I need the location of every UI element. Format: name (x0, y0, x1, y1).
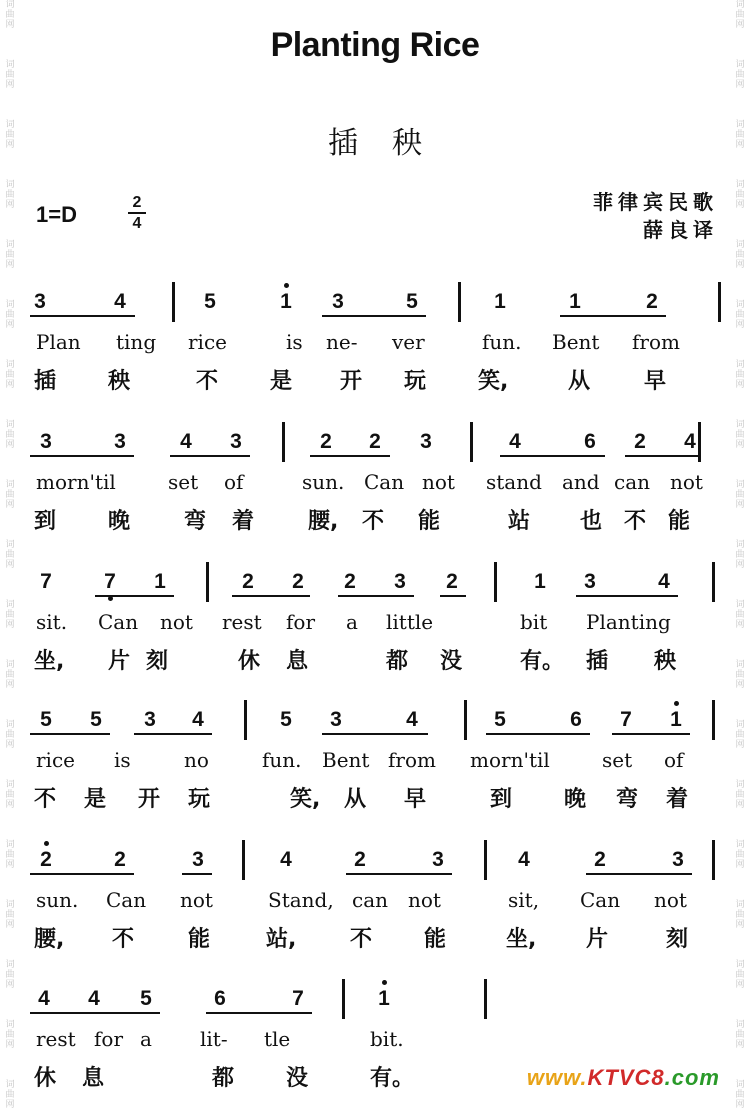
note: 2 (634, 430, 646, 453)
english-lyric: stand (486, 470, 542, 494)
chinese-lyric: 站, (266, 927, 297, 952)
high-octave-dot (382, 980, 387, 985)
english-lyric: little (386, 610, 434, 634)
underline-beam (440, 595, 466, 597)
note: 2 (446, 570, 458, 593)
english-lyric: rest (222, 610, 262, 634)
time-denominator: 4 (132, 215, 142, 232)
bar-line (712, 840, 715, 880)
english-lyric: Planting (586, 610, 671, 634)
chinese-lyric: 开 (340, 369, 363, 394)
origin-credit: 菲律宾民歌 (593, 190, 718, 214)
note: 3 (584, 570, 596, 593)
bar-line (712, 700, 715, 740)
english-lyric: set (602, 748, 633, 772)
english-lyric: sit, (508, 888, 540, 912)
english-lyric: rice (188, 330, 227, 354)
english-lyric: Bent (552, 330, 600, 354)
chinese-lyric: 有。 (370, 1066, 415, 1091)
note: 3 (230, 430, 242, 453)
english-lyric: of (224, 470, 244, 494)
chinese-lyric: 着 (666, 787, 689, 812)
english-lyric: is (114, 748, 131, 772)
english-lyric: Bent (322, 748, 370, 772)
bar-line (712, 562, 715, 602)
underline-beam (500, 455, 605, 457)
english-lyric: rest (36, 1027, 76, 1051)
chinese-lyric: 着 (232, 509, 255, 534)
note: 6 (584, 430, 596, 453)
english-lyric: Can (106, 888, 147, 912)
underline-beam (612, 733, 690, 735)
chinese-lyric: 是 (84, 787, 107, 812)
bar-line (244, 700, 247, 740)
underline-beam (170, 455, 250, 457)
bar-line (458, 282, 461, 322)
chinese-lyric: 片 (586, 927, 609, 952)
underline-beam (586, 873, 692, 875)
chinese-lyric: 是 (270, 369, 293, 394)
chinese-lyric: 也 (580, 509, 603, 534)
english-lyric: sun. (302, 470, 345, 494)
english-lyric: not (654, 888, 687, 912)
note: 3 (114, 430, 126, 453)
note: 7 (292, 987, 304, 1010)
watermark-left: 词 曲 网 词 曲 网 词 曲 网 词 曲 网 词 曲 网 词 曲 网 词 曲 网 词 曲 网 词 曲 网 词 曲 网 词 曲 网 词 曲 网 词 曲 网 词 曲 网 词 曲 网 词 曲 网 词 曲 网 词 曲 网 词 曲 网 (5, 0, 15, 1110)
chinese-lyric: 玩 (404, 369, 427, 394)
note: 5 (40, 708, 52, 731)
note: 2 (292, 570, 304, 593)
note: 2 (114, 848, 126, 871)
underline-beam (232, 595, 310, 597)
underline-beam (322, 733, 428, 735)
note: 3 (40, 430, 52, 453)
bar-line (718, 282, 721, 322)
logo-part-2: KTVC8 (587, 1065, 665, 1090)
chinese-lyric: 片 (108, 649, 131, 674)
score-system (0, 570, 750, 690)
chinese-lyric: 晚 (108, 509, 131, 534)
english-lyric: Can (364, 470, 405, 494)
english-lyric: rice (36, 748, 75, 772)
english-lyric: can (352, 888, 389, 912)
note: 1 (271, 290, 301, 314)
note: 2 (594, 848, 606, 871)
key-signature: 1=D (36, 202, 77, 227)
chinese-lyric: 不 (624, 509, 647, 534)
english-lyric: and (562, 470, 600, 494)
chinese-lyric: 休 (238, 649, 261, 674)
chinese-lyric: 不 (362, 509, 385, 534)
chinese-lyric: 能 (668, 509, 691, 534)
english-lyric: a (346, 610, 358, 634)
watermark-right: 词 曲 网 词 曲 网 词 曲 网 词 曲 网 词 曲 网 词 曲 网 词 曲 网 词 曲 网 词 曲 网 词 曲 网 词 曲 网 词 曲 网 词 曲 网 词 曲 网 词 曲 网 词 曲 网 词 曲 网 词 曲 网 词 曲 网 (735, 0, 745, 1110)
english-lyric: bit. (370, 1027, 404, 1051)
note: 5 (90, 708, 102, 731)
english-lyric: not (670, 470, 703, 494)
chinese-lyric: 插 (586, 649, 609, 674)
chinese-lyric: 早 (644, 369, 667, 394)
chinese-lyric: 坐, (34, 649, 65, 674)
english-lyric: morn'til (36, 470, 116, 494)
chinese-lyric: 晚 (564, 787, 587, 812)
chinese-lyric: 不 (34, 787, 57, 812)
underline-beam (30, 1012, 160, 1014)
bar-line (206, 562, 209, 602)
english-lyric: from (388, 748, 436, 772)
english-lyric: ne- (326, 330, 358, 354)
chinese-lyric: 笑, (290, 787, 321, 812)
note: 7 (40, 570, 52, 593)
chinese-lyric: 弯 (184, 509, 207, 534)
note: 4 (180, 430, 192, 453)
underline-beam (576, 595, 678, 597)
note: 2 (354, 848, 366, 871)
english-lyric: no (184, 748, 209, 772)
chinese-lyric: 没 (440, 649, 463, 674)
bar-line (464, 700, 467, 740)
underline-beam (30, 455, 134, 457)
note: 5 (280, 708, 292, 731)
song-title: Planting Rice (270, 26, 480, 64)
chinese-lyric: 休 (34, 1066, 57, 1091)
english-lyric: not (408, 888, 441, 912)
underline-beam (322, 315, 426, 317)
english-lyric: sit. (36, 610, 68, 634)
underline-beam (30, 315, 135, 317)
note: 3 (332, 290, 344, 313)
note: 4 (518, 848, 530, 871)
note: 2 (344, 570, 356, 593)
english-lyric: Can (98, 610, 139, 634)
english-lyric: not (160, 610, 193, 634)
note: 2 (369, 430, 381, 453)
note: 1 (154, 570, 166, 593)
chinese-lyric: 到 (34, 509, 57, 534)
underline-beam (182, 873, 212, 875)
note: 4 (38, 987, 50, 1010)
logo-part-3: .com (664, 1065, 720, 1090)
note: 4 (406, 708, 418, 731)
english-lyric: for (286, 610, 316, 634)
score-system (0, 430, 750, 550)
chinese-lyric: 弯 (616, 787, 639, 812)
note: 7 (95, 570, 125, 594)
english-lyric: set (168, 470, 199, 494)
chinese-lyric: 玩 (188, 787, 211, 812)
chinese-lyric: 都 (212, 1066, 235, 1091)
chinese-lyric: 刻 (146, 649, 169, 674)
english-lyric: morn'til (470, 748, 550, 772)
bar-line (494, 562, 497, 602)
english-lyric: bit (520, 610, 548, 634)
chinese-lyric: 腰, (308, 509, 339, 534)
time-signature (128, 194, 146, 232)
underline-beam (310, 455, 390, 457)
note: 3 (394, 570, 406, 593)
bar-line (484, 840, 487, 880)
time-fraction-bar (128, 212, 146, 214)
note: 4 (658, 570, 670, 593)
chinese-lyric: 秧 (654, 649, 677, 674)
note: 3 (34, 290, 46, 313)
underline-beam (560, 315, 666, 317)
chinese-lyric: 能 (424, 927, 447, 952)
song-subtitle: 插秧 (328, 126, 456, 161)
note: 2 (646, 290, 658, 313)
english-lyric: fun. (482, 330, 522, 354)
english-lyric: Plan (36, 330, 81, 354)
score-system (0, 290, 750, 410)
underline-beam (134, 733, 212, 735)
chinese-lyric: 不 (196, 369, 219, 394)
note: 2 (320, 430, 332, 453)
note: 1 (369, 987, 399, 1011)
chinese-lyric: 笑, (478, 369, 509, 394)
bar-line (484, 979, 487, 1019)
note: 5 (406, 290, 418, 313)
english-lyric: not (180, 888, 213, 912)
underline-beam (625, 455, 700, 457)
note: 7 (620, 708, 632, 731)
note: 4 (114, 290, 126, 313)
note: 4 (192, 708, 204, 731)
underline-beam (95, 595, 174, 597)
english-lyric: ver (392, 330, 425, 354)
note: 2 (31, 848, 61, 872)
note: 1 (661, 708, 691, 732)
chinese-lyric: 从 (568, 369, 591, 394)
bar-line (698, 422, 701, 462)
bar-line (282, 422, 285, 462)
underline-beam (338, 595, 414, 597)
chinese-lyric: 开 (138, 787, 161, 812)
chinese-lyric: 插 (34, 369, 57, 394)
bar-line (172, 282, 175, 322)
english-lyric: from (632, 330, 680, 354)
chinese-lyric: 有。 (520, 649, 565, 674)
english-lyric: fun. (262, 748, 302, 772)
english-lyric: tle (264, 1027, 291, 1051)
bar-line (342, 979, 345, 1019)
chinese-lyric: 秧 (108, 369, 131, 394)
chinese-lyric: 都 (386, 649, 409, 674)
chinese-lyric: 刻 (666, 927, 689, 952)
english-lyric: lit- (200, 1027, 228, 1051)
note: 3 (144, 708, 156, 731)
site-logo (527, 1065, 720, 1091)
chinese-lyric: 息 (82, 1066, 105, 1091)
chinese-lyric: 不 (350, 927, 373, 952)
chinese-lyric: 息 (286, 649, 309, 674)
note: 3 (330, 708, 342, 731)
note: 3 (672, 848, 684, 871)
high-octave-dot (284, 283, 289, 288)
chinese-lyric: 能 (188, 927, 211, 952)
bar-line (470, 422, 473, 462)
chinese-lyric: 站 (508, 509, 531, 534)
note: 4 (280, 848, 292, 871)
time-numerator: 2 (132, 194, 142, 211)
note: 2 (242, 570, 254, 593)
note: 3 (420, 430, 432, 453)
english-lyric: is (286, 330, 303, 354)
english-lyric: not (422, 470, 455, 494)
chinese-lyric: 不 (112, 927, 135, 952)
note: 1 (534, 570, 546, 593)
chinese-lyric: 坐, (506, 927, 537, 952)
translator-credit: 薛良译 (643, 218, 718, 242)
english-lyric: ting (116, 330, 157, 354)
chinese-lyric: 能 (418, 509, 441, 534)
note: 5 (204, 290, 216, 313)
chinese-lyric: 从 (344, 787, 367, 812)
chinese-lyric: 没 (286, 1066, 309, 1091)
note: 1 (569, 290, 581, 313)
high-octave-dot (674, 701, 679, 706)
chinese-lyric: 早 (404, 787, 427, 812)
high-octave-dot (44, 841, 49, 846)
english-lyric: for (94, 1027, 124, 1051)
bar-line (242, 840, 245, 880)
chinese-lyric: 腰, (34, 927, 65, 952)
underline-beam (206, 1012, 312, 1014)
logo-part-1: www. (526, 1065, 588, 1090)
note: 6 (214, 987, 226, 1010)
note: 5 (140, 987, 152, 1010)
note: 4 (509, 430, 521, 453)
chinese-lyric: 到 (490, 787, 513, 812)
note: 6 (570, 708, 582, 731)
note: 5 (494, 708, 506, 731)
note: 3 (432, 848, 444, 871)
note: 4 (88, 987, 100, 1010)
english-lyric: can (614, 470, 651, 494)
underline-beam (486, 733, 590, 735)
underline-beam (346, 873, 452, 875)
english-lyric: a (140, 1027, 152, 1051)
score-system (0, 848, 750, 968)
underline-beam (30, 733, 110, 735)
note: 1 (494, 290, 506, 313)
score-system (0, 708, 750, 828)
note: 4 (684, 430, 696, 453)
english-lyric: sun. (36, 888, 79, 912)
english-lyric: Stand, (268, 888, 334, 912)
english-lyric: Can (580, 888, 621, 912)
underline-beam (30, 873, 134, 875)
note: 3 (192, 848, 204, 871)
english-lyric: of (664, 748, 684, 772)
